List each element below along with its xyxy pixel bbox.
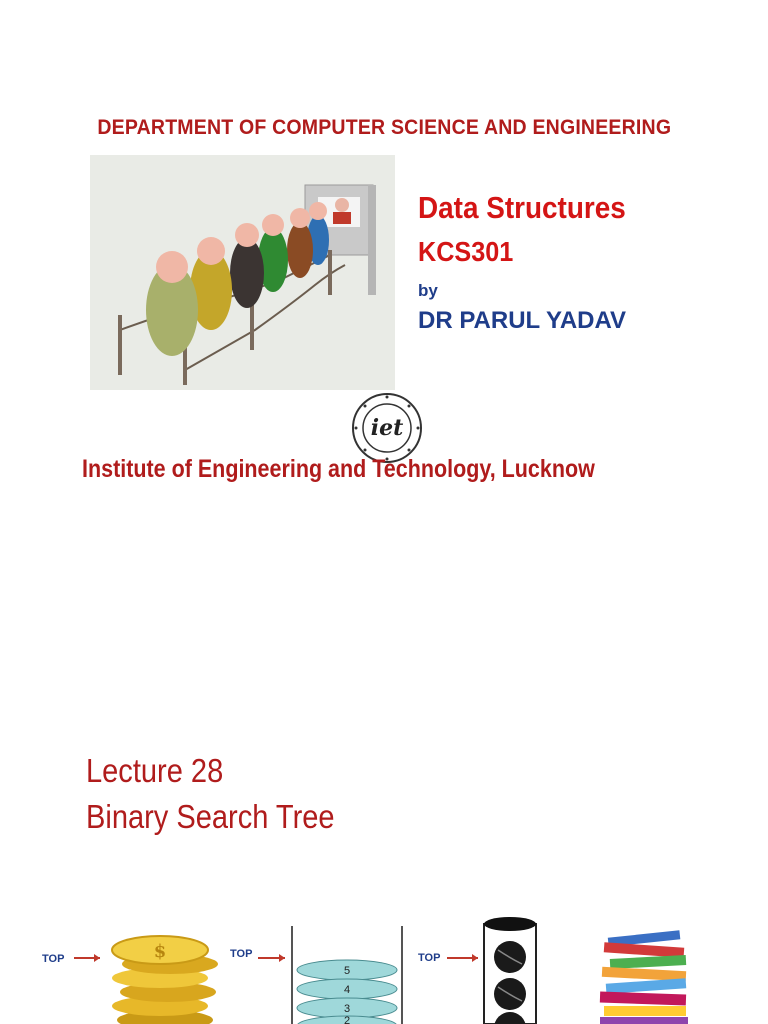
top-label: TOP bbox=[230, 948, 253, 960]
disc-number: 5 bbox=[343, 965, 351, 977]
coin-stack-icon bbox=[112, 936, 218, 1024]
disc-number: 2 bbox=[343, 1015, 351, 1024]
course-code: KCS301 bbox=[418, 236, 514, 267]
department-heading: DEPARTMENT OF COMPUTER SCIENCE AND ENGINEERING bbox=[97, 116, 672, 139]
disc-number: 4 bbox=[343, 984, 351, 996]
svg-text:iet: iet bbox=[370, 415, 404, 441]
author-name: DR PARUL YADAV bbox=[418, 307, 627, 334]
lecture-number: Lecture 28 bbox=[86, 752, 224, 789]
top-label: TOP bbox=[418, 952, 441, 964]
disc-stack-icon bbox=[292, 926, 402, 1024]
queue-illustration bbox=[90, 155, 395, 390]
ball-tube-icon bbox=[484, 917, 536, 1024]
institute-logo-icon bbox=[351, 392, 423, 464]
course-title: Data Structures bbox=[418, 190, 626, 225]
disc-number: 3 bbox=[343, 1003, 351, 1015]
top-label: TOP bbox=[42, 953, 65, 965]
by-label: by bbox=[418, 281, 438, 300]
book-stack-icon bbox=[600, 930, 688, 1024]
svg-text:$: $ bbox=[153, 941, 167, 962]
lecture-topic: Binary Search Tree bbox=[86, 798, 335, 835]
stack-illustrations bbox=[0, 912, 768, 1024]
institute-name: Institute of Engineering and Technology, Lucknow bbox=[82, 455, 595, 483]
